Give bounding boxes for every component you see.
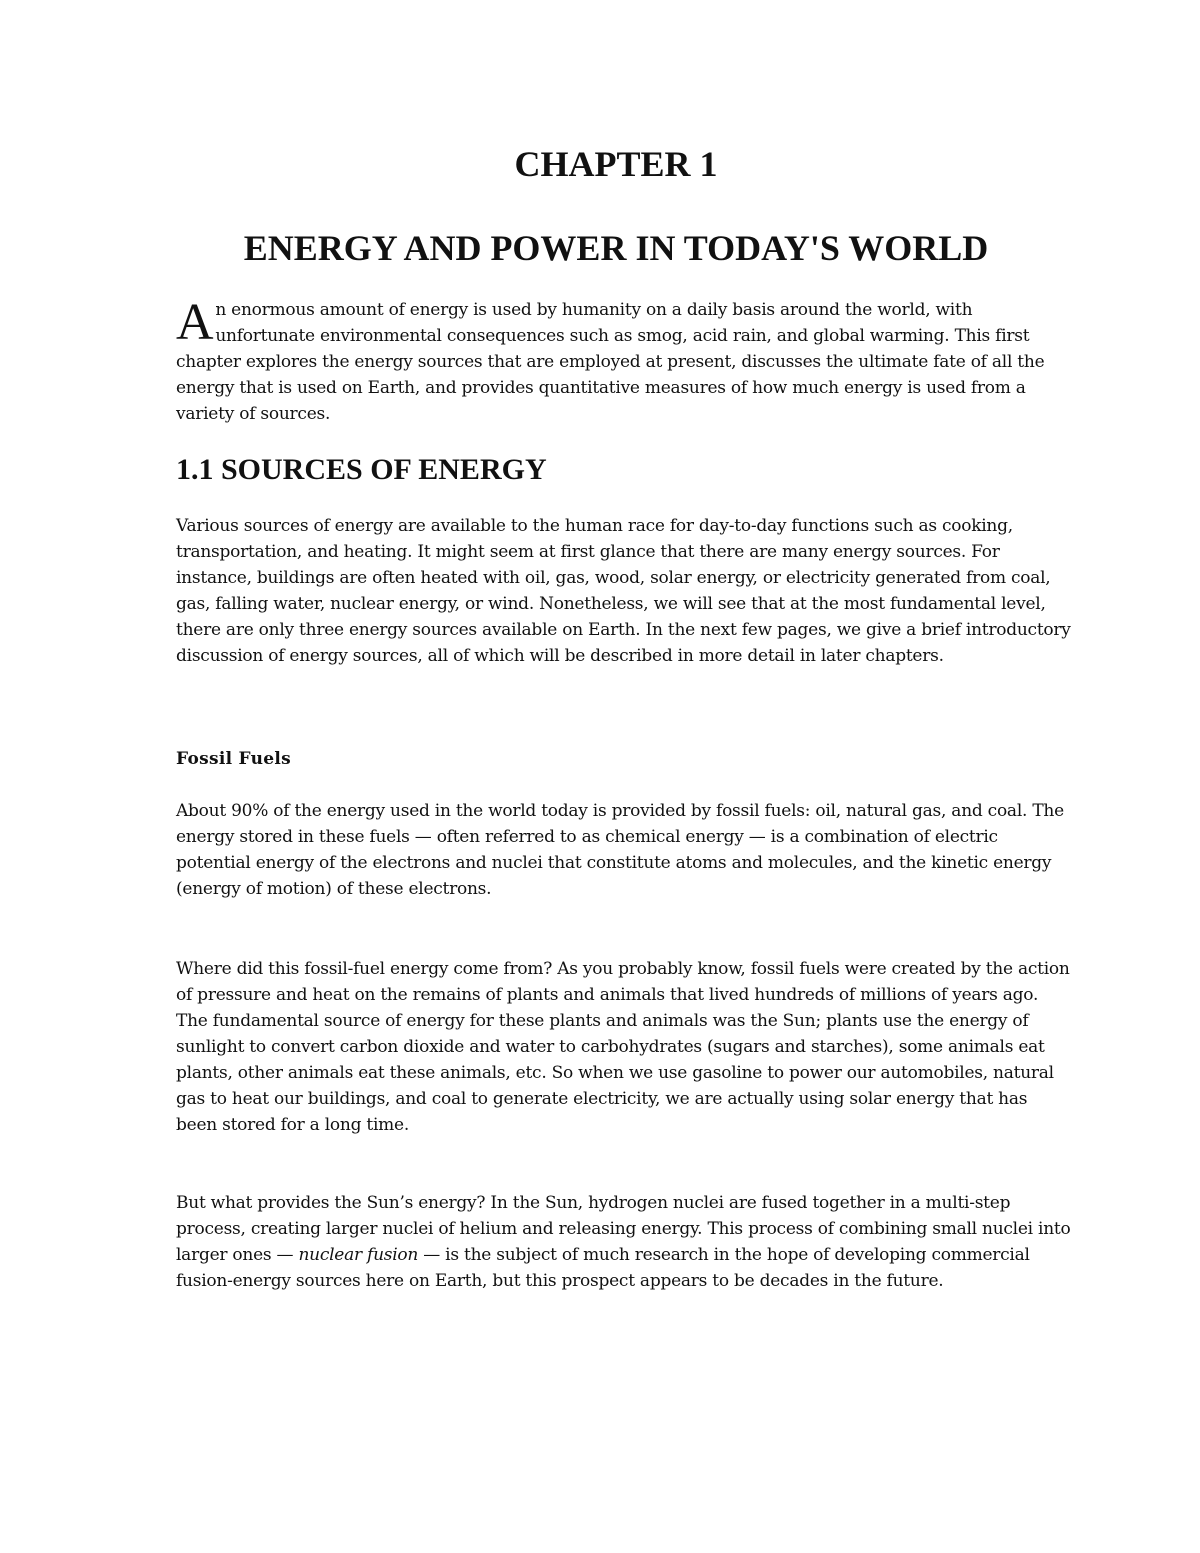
paragraph-text-after: — is the subject of much research in the hope of developing commercial fusion-energy sources here on Earth, but this prospect appears to be decades in the future.: [176, 1245, 1030, 1291]
subsection-heading: Fossil Fuels: [176, 749, 292, 769]
drop-cap: A: [176, 294, 214, 351]
intro-paragraph: [176, 294, 1071, 427]
section-paragraph: Various sources of energy are available to the human race for day-to-day functions such as cooking, transportation, and heating. It might seem at first glance that there are many energy sources. For instance, buildings are often heated with oil, gas, wood, solar energy, or electricity generated from coal, gas, falling water, nuclear energy, or wind. Nonetheless, we will see that at the most fundamental level, there are only three energy sources available on Earth. In the next few pages, we give a brief introductory discussion of energy sources, all of which will be described in more detail in later chapters.: [176, 516, 1071, 666]
fossil-paragraph-2: Where did this fossil-fuel energy come from? As you probably know, fossil fuels were created by the action of pressure and heat on the remains of plants and animals that lived hundreds of millions of years ago. The fundamental source of energy for these plants and animals was the Sun; plants use the energy of sunlight to convert carbon dioxide and water to carbohydrates (sugars and starches), some animals eat plants, other animals eat these animals, etc. So when we use gasoline to power our automobiles, natural gas to heat our buildings, and coal to generate electricity, we are actually using solar energy that has been stored for a long time.: [176, 959, 1070, 1135]
chapter-title: ENERGY AND POWER IN TODAY'S WORLD: [243, 228, 989, 268]
fossil-paragraph-3: [176, 1190, 1071, 1294]
paragraph-text-before: But what provides the Sun’s energy? In the Sun, hydrogen nuclei are fused together in a multi-step process, creating larger nuclei of helium and releasing energy. This process of combining small nuclei into larger ones —: [176, 1193, 1071, 1265]
chapter-label: CHAPTER 1: [514, 144, 718, 184]
intro-text: n enormous amount of energy is used by humanity on a daily basis around the world, with unfortunate environmental consequences such as smog, acid rain, and global warming. This first chapter explores the energy sources that are employed at present, discusses the ultimate fate of all the energy that is used on Earth, and provides quantitative measures of how much energy is used from a variety of sources.: [176, 300, 1045, 424]
emphasis-term: nuclear fusion: [298, 1245, 419, 1265]
section-heading: 1.1 SOURCES OF ENERGY: [176, 453, 547, 486]
fossil-paragraph-1: About 90% of the energy used in the world today is provided by fossil fuels: oil, natural gas, and coal. The energy stored in these fuels — often referred to as chemical energy — is a combination of electric potential energy of the electrons and nuclei that constitute atoms and molecules, and the kinetic energy (energy of motion) of these electrons.: [176, 801, 1064, 899]
